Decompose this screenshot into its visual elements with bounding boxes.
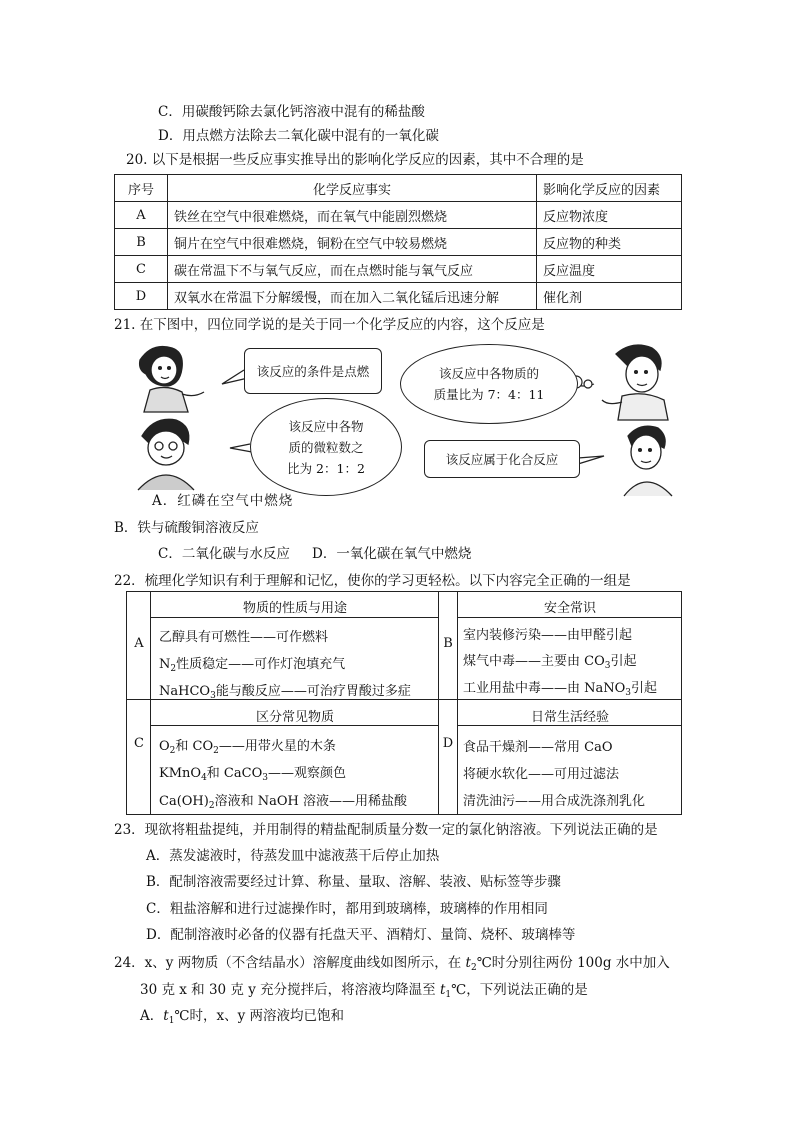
- bubble-mass-ratio-line2: 质量比为 7：4：11: [433, 387, 545, 402]
- option-c-prev: C．用碳酸钙除去氯化钙溶液中混有的稀盐酸: [158, 104, 425, 120]
- row-label: D: [115, 283, 168, 310]
- row-fact: 铁丝在空气中很难燃烧，而在氧气中能剧烈燃烧: [168, 202, 537, 229]
- header-fact: 化学反应事实: [168, 175, 537, 202]
- q24-option-a: A．$t_1℃$时，x、y 两溶液均已饱和: [140, 1008, 345, 1026]
- q23-option-c: C．粗盐溶解和进行过滤操作时，都用到玻璃棒，玻璃棒的作用相同: [146, 901, 548, 917]
- q22-stem: 22．梳理化学知识有利于理解和记忆，使你的学习更轻松。以下内容完全正确的一组是: [114, 573, 631, 589]
- group-b-line1: 室内装修污染——由甲醛引起: [463, 628, 633, 643]
- table-row: [115, 256, 682, 283]
- group-b-label: B: [443, 636, 453, 651]
- table-header-row: [115, 175, 682, 202]
- q23-option-b: B．配制溶液需要经过计算、称量、量取、溶解、装液、贴标签等步骤: [146, 874, 561, 890]
- q21-option-a: A．红磷在空气中燃烧: [152, 493, 294, 509]
- group-b-line2: 煤气中毒——主要由 $CO_3$引起: [463, 654, 637, 671]
- q24-stem-line1: 24．x、y 两物质（不含结晶水）溶解度曲线如图所示，在 $t_2℃$时分别往两份 100g 水中加入: [114, 955, 670, 973]
- bubble-particle-ratio: [250, 398, 402, 496]
- table-row: [115, 229, 682, 256]
- group-c-line1: $O_2$和 $CO_2——$用带火星的木条: [159, 739, 336, 756]
- row-label: A: [115, 202, 168, 229]
- table-row: [115, 202, 682, 229]
- group-d-title: 日常生活经验: [530, 710, 609, 725]
- q20-stem: 20. 以下是根据一些反应事实推导出的影响化学反应的因素，其中不合理的是: [126, 152, 584, 168]
- group-d-line1: 食品干燥剂——常用 CaO: [463, 740, 613, 755]
- q21-stem: 21. 在下图中，四位同学说的是关于同一个化学反应的内容，这个反应是: [114, 317, 545, 333]
- group-a-line1: 乙醇具有可燃性——可作燃料: [159, 630, 329, 645]
- group-b-title: 安全常识: [543, 601, 596, 616]
- row-label: C: [115, 256, 168, 283]
- group-d-line2: 将硬水软化——可用过滤法: [463, 767, 620, 782]
- bubble-condition: 该反应的条件是点燃: [244, 348, 382, 394]
- boy-with-glasses-icon: [138, 419, 194, 490]
- q22-table: [126, 591, 682, 815]
- row-factor: 反应温度: [537, 256, 682, 283]
- q23-stem: 23．现欲将粗盐提纯，并用制得的精盐配制质量分数一定的氯化钠溶液。下列说法正确的是: [114, 822, 658, 838]
- q21-option-b: B．铁与硫酸铜溶液反应: [114, 520, 259, 536]
- bubble-particle-ratio-line2: 质的微粒数之: [288, 439, 364, 455]
- group-c-title: 区分常见物质: [255, 710, 334, 725]
- q23-option-d: D．配制溶液时必备的仪器有托盘天平、酒精灯、量筒、烧杯、玻璃棒等: [146, 927, 576, 943]
- group-c-label: C: [134, 736, 144, 751]
- group-c-line3: $Ca(OH)_2$溶液和 NaOH 溶液——用稀盐酸: [159, 794, 407, 811]
- q20-table: [114, 174, 682, 310]
- bubble-particle-ratio-line1: 该反应中各物: [288, 418, 364, 434]
- row-factor: 反应物的种类: [537, 229, 682, 256]
- bubble-mass-ratio: [400, 344, 578, 424]
- group-c-line2: KMnO$_4$和 CaCO$_3$——观察颜色: [159, 766, 346, 783]
- girl-student-icon: [140, 347, 204, 413]
- header-factor: 影响化学反应的因素: [537, 175, 682, 202]
- bubble-particle-ratio-line3: 比为 2：1：2: [287, 460, 365, 476]
- option-d-prev: D．用点燃方法除去二氧化碳中混有的一氧化碳: [158, 128, 439, 144]
- group-a-line2: $N_2$性质稳定——可作灯泡填充气: [159, 657, 346, 674]
- header-no: 序号: [115, 175, 168, 202]
- group-d-line3: 清洗油污——用合成洗涤剂乳化: [463, 794, 646, 809]
- q24-stem-line2: 30 克 x 和 30 克 y 充分搅拌后，将溶液均降温至 $t_1℃$，下列说法正确的是: [140, 982, 588, 1000]
- group-a-line3: NaHCO$_3$能与酸反应——可治疗胃酸过多症: [159, 684, 411, 701]
- table-row: [115, 283, 682, 310]
- group-a-label: A: [134, 636, 144, 651]
- boy-student-icon: [602, 345, 668, 420]
- boy-student-2-icon: [624, 426, 672, 496]
- row-factor: 反应物浓度: [537, 202, 682, 229]
- group-b-line3: 工业用盐中毒——由 NaNO$_3$引起: [463, 681, 658, 698]
- row-label: B: [115, 229, 168, 256]
- bubble-mass-ratio-line1: 该反应中各物质的: [438, 366, 539, 381]
- bubble-reaction-type: 该反应属于化合反应: [424, 440, 580, 478]
- group-d-label: D: [442, 736, 454, 751]
- q21-figure: [132, 340, 704, 498]
- q21-option-c: C．二氧化碳与水反应: [158, 546, 290, 562]
- row-fact: 碳在常温下不与氧气反应，而在点燃时能与氧气反应: [168, 256, 537, 283]
- row-fact: 双氧水在常温下分解缓慢，而在加入二氧化锰后迅速分解: [168, 283, 537, 310]
- group-a-title: 物质的性质与用途: [242, 601, 347, 616]
- row-fact: 铜片在空气中很难燃烧，铜粉在空气中较易燃烧: [168, 229, 537, 256]
- q23-option-a: A．蒸发滤液时，待蒸发皿中滤液蒸干后停止加热: [146, 848, 440, 864]
- row-factor: 催化剂: [537, 283, 682, 310]
- q21-option-d: D．一氧化碳在氧气中燃烧: [312, 546, 472, 562]
